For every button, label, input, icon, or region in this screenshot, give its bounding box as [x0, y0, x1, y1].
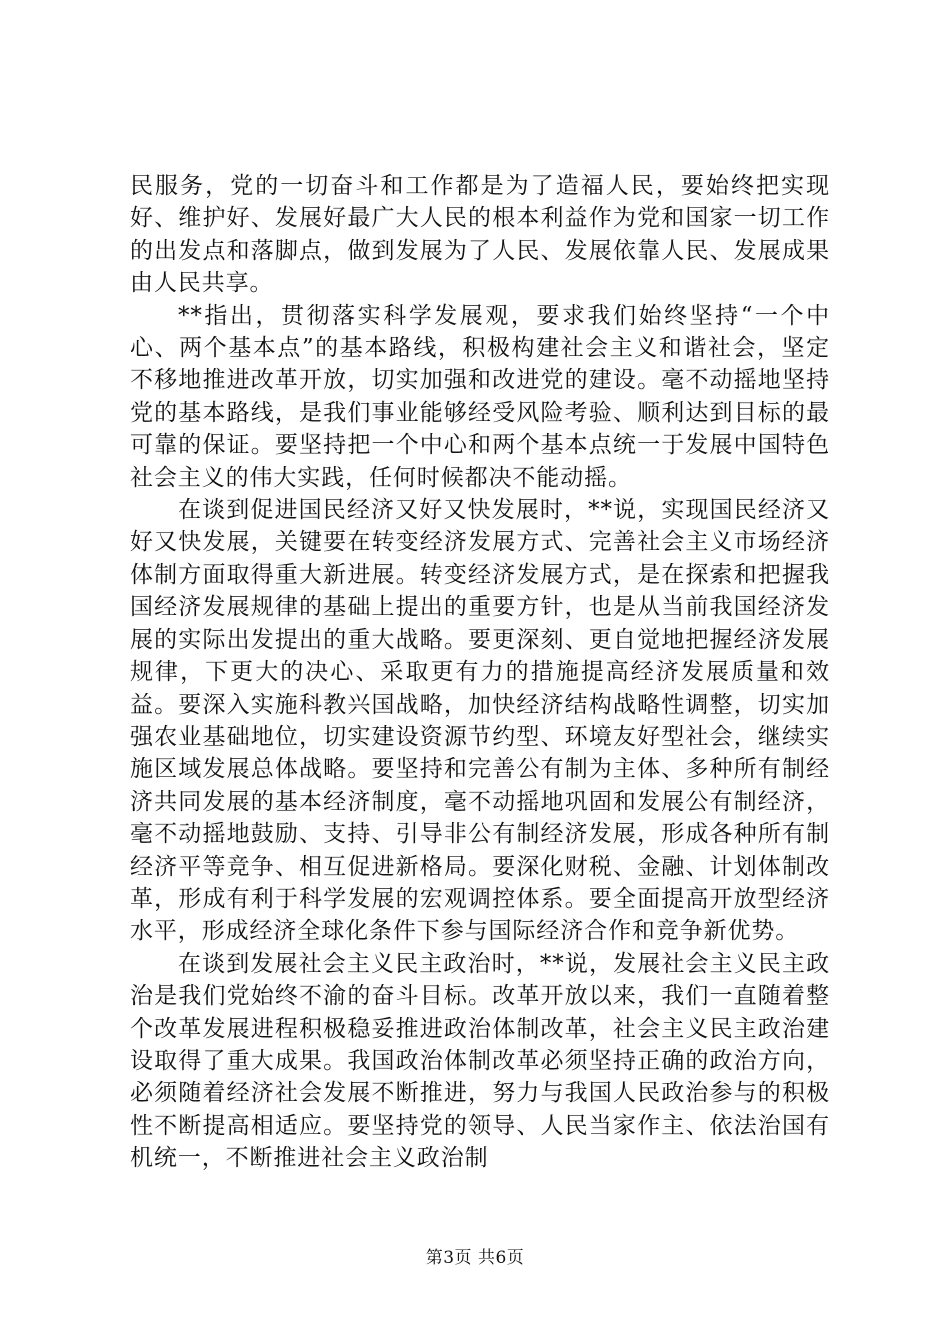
paragraph-democratic-politics: 在谈到发展社会主义民主政治时，**说，发展社会主义民主政治是我们党始终不渝的奋斗目标。改革开放以来，我们一直随着整个改革发展进程积极稳妥推进政治体制改革，社会主义民主政治建设取得了重大成果。我国政治体制改革必须坚持正确的政治方向，必须随着经济社会发展不断推进，努力与我国人民政治参与的积极性不断提高相适应。要坚持党的领导、人民当家作主、依法治国有机统一，不断推进社会主义政治制: [130, 950, 830, 1172]
paragraph-economic-development: 在谈到促进国民经济又好又快发展时，**说，实现国民经济又好又快发展，关键要在转变经济发展方式、完善社会主义市场经济体制方面取得重大新进展。转变经济发展方式，是在探索和把握我国经济发展规律的基础上提出的重要方针，也是从当前我国经济发展的实际出发提出的重大战略。要更深刻、更自觉地把握经济发展规律，下更大的决心、采取更有力的措施提高经济发展质量和效益。要深入实施科教兴国战略，加快经济结构战略性调整，切实加强农业基础地位，切实建设资源节约型、环境友好型社会，继续实施区域发展总体战略。要坚持和完善公有制为主体、多种所有制经济共同发展的基本经济制度，毫不动摇地巩固和发展公有制经济，毫不动摇地鼓励、支持、引导非公有制经济发展，形成各种所有制经济平等竞争、相互促进新格局。要深化财税、金融、计划体制改革，形成有利于科学发展的宏观调控体系。要全面提高开放型经济水平，形成经济全球化条件下参与国际经济合作和竞争新优势。: [130, 497, 830, 945]
page-number-footer: 第3页 共6页: [425, 1248, 525, 1268]
paragraph-continuation: 民服务，党的一切奋斗和工作都是为了造福人民，要始终把实现好、维护好、发展好最广大人民的根本利益作为党和国家一切工作的出发点和落脚点，做到发展为了人民、发展依靠人民、发展成果由人民共享。: [130, 173, 830, 297]
paragraph-basic-line: **指出，贯彻落实科学发展观，要求我们始终坚持“一个中心、两个基本点”的基本路线，积极构建社会主义和谐社会，坚定不移地推进改革开放，切实加强和改进党的建设。毫不动摇地坚持党的基本路线，是我们事业能够经受风险考验、顺利达到目标的最可靠的保证。要坚持把一个中心和两个基本点统一于发展中国特色社会主义的伟大实践，任何时候都决不能动摇。: [130, 302, 830, 491]
document-body: [130, 170, 830, 1175]
